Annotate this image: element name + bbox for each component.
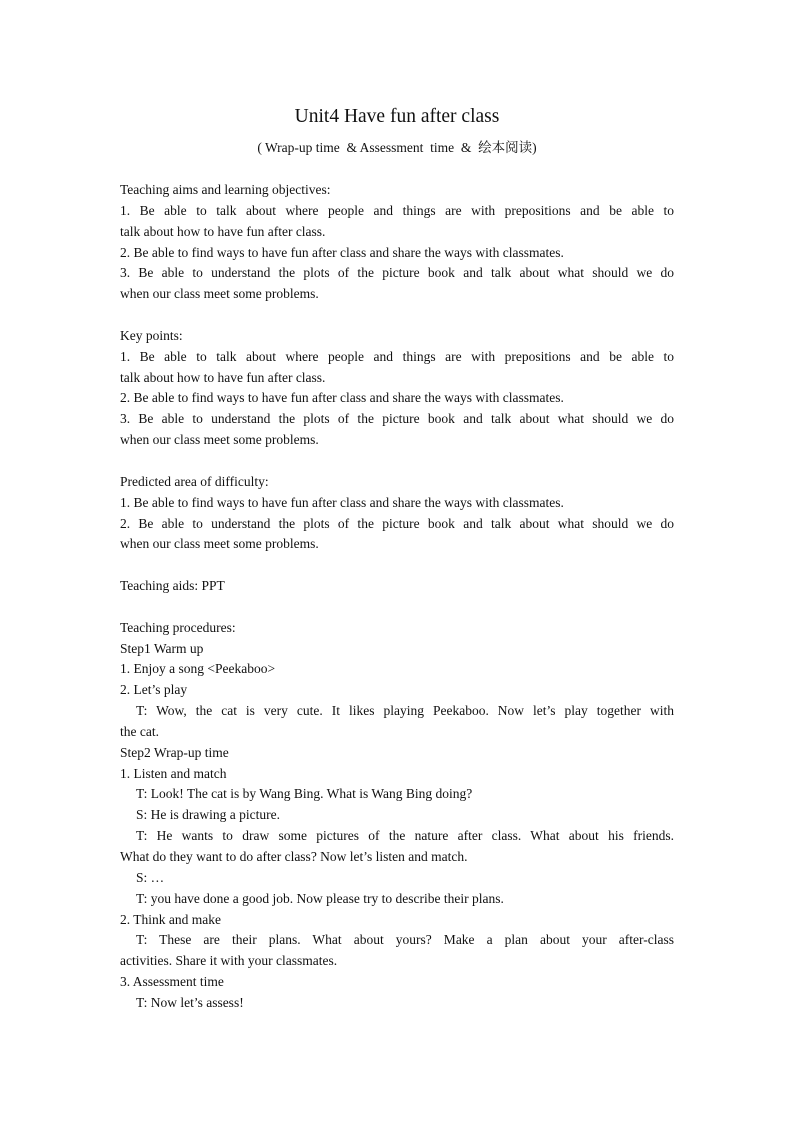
step2-teacher-4-line-2: activities. Share it with your classmates. xyxy=(120,953,338,969)
step2-teacher-5: T: Now let’s assess! xyxy=(136,994,244,1010)
spacer xyxy=(120,597,674,618)
difficulty-item-2-line-1: 2. Be able to understand the plots of the picture book and talk about what should we do xyxy=(120,515,674,531)
step2-teacher-2-line-2: What do they want to do after class? Now let’s listen and match. xyxy=(120,849,468,864)
step1-heading: Step1 Warm up xyxy=(120,640,204,656)
teaching-aids: Teaching aids: PPT xyxy=(120,578,225,594)
key-points-item-1-line-2: talk about how to have fun after class. xyxy=(120,369,326,385)
procedures-heading: Teaching procedures: xyxy=(120,619,236,635)
key-points-heading: Key points: xyxy=(120,327,183,343)
step2-heading: Step2 Wrap-up time xyxy=(120,744,229,760)
step2-teacher-4-line-1: T: These are their plans. What about yours? Make a plan about your after-class xyxy=(136,932,674,948)
aims-item-2: 2. Be able to find ways to have fun after class and share the ways with classmates. xyxy=(120,244,564,260)
step2-item-2: 2. Think and make xyxy=(120,911,221,927)
step1-item-1: 1. Enjoy a song <Peekaboo> xyxy=(120,661,276,677)
step2-item-3: 3. Assessment time xyxy=(120,974,224,990)
spacer xyxy=(120,305,674,326)
step2-teacher-2-line-1: T: He wants to draw some pictures of the nature after class. What about his friends. xyxy=(136,828,674,844)
aims-item-1-line-1: 1. Be able to talk about where people and things are with prepositions and be able to xyxy=(120,202,674,218)
key-points-item-2: 2. Be able to find ways to have fun after class and share the ways with classmates. xyxy=(120,390,564,406)
step2-student-2: S: … xyxy=(136,869,165,885)
step1-item-2: 2. Let’s play xyxy=(120,682,188,698)
difficulty-heading: Predicted area of difficulty: xyxy=(120,473,269,489)
aims-heading: Teaching aims and learning objectives: xyxy=(120,182,331,197)
step2-teacher-1: T: Look! The cat is by Wang Bing. What is Wang Bing doing? xyxy=(136,786,473,802)
key-points-item-3-line-2: when our class meet some problems. xyxy=(120,432,319,448)
step1-teacher-line-2: the cat. xyxy=(120,723,159,739)
aims-item-3-line-1: 3. Be able to understand the plots of the picture book and talk about what should we do xyxy=(120,265,674,281)
spacer xyxy=(120,555,674,576)
document-body xyxy=(120,180,674,1014)
key-points-item-1-line-1: 1. Be able to talk about where people and things are with prepositions and be able to xyxy=(120,348,674,364)
aims-item-1-line-2: talk about how to have fun after class. xyxy=(120,223,326,239)
aims-item-3-line-2: when our class meet some problems. xyxy=(120,286,319,302)
step2-item-1: 1. Listen and match xyxy=(120,765,227,781)
step2-teacher-3: T: you have done a good job. Now please try to describe their plans. xyxy=(136,890,504,906)
spacer xyxy=(120,451,674,472)
step1-teacher-line-1: T: Wow, the cat is very cute. It likes playing Peekaboo. Now let’s play together with xyxy=(136,703,674,719)
document-subtitle: ( Wrap-up time & Assessment time & 绘本阅读) xyxy=(257,140,537,155)
difficulty-item-1: 1. Be able to find ways to have fun after class and share the ways with classmates. xyxy=(120,494,564,510)
step2-student-1: S: He is drawing a picture. xyxy=(136,807,280,823)
difficulty-item-2-line-2: when our class meet some problems. xyxy=(120,536,319,552)
document-title: Unit4 Have fun after class xyxy=(294,106,500,127)
key-points-item-3-line-1: 3. Be able to understand the plots of the picture book and talk about what should we do xyxy=(120,411,674,427)
